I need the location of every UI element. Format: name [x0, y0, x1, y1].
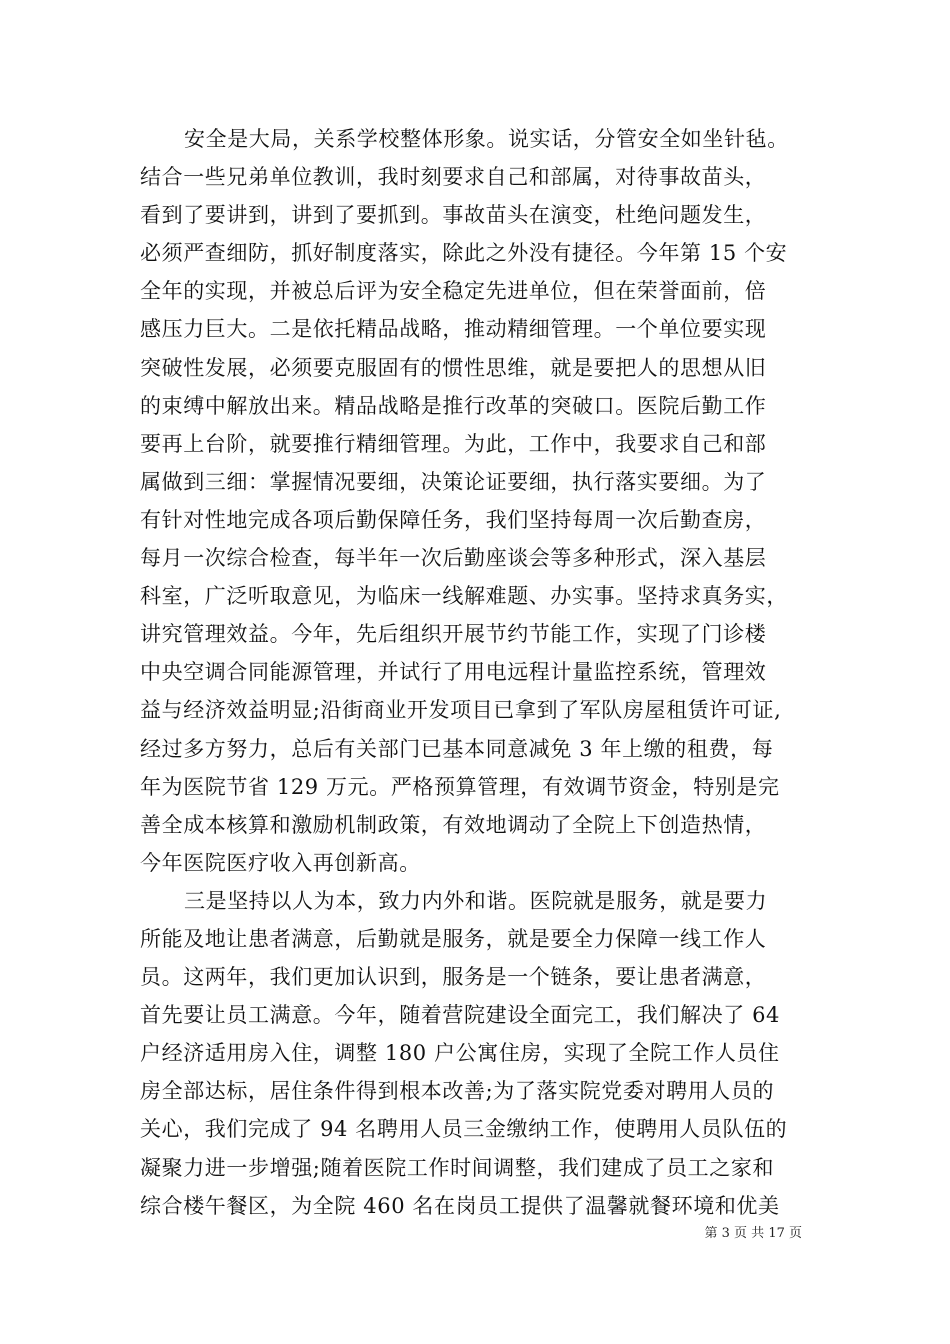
text-line: 的束缚中解放出来。精品战略是推行改革的突破口。医院后勤工作 [140, 393, 767, 418]
text-line: 益与经济效益明显;沿街商业开发项目已拿到了军队房屋租赁许可证, [140, 698, 782, 723]
text-line: 经过多方努力，总后有关部门已基本同意减免 3 年上缴的租费，每 [140, 736, 774, 761]
text-line: 属做到三细：掌握情况要细，决策论证要细，执行落实要细。为了 [140, 469, 767, 494]
text-line: 看到了要讲到，讲到了要抓到。事故苗头在演变，杜绝问题发生， [140, 203, 767, 228]
text-line: 突破性发展，必须要克服固有的惯性思维，就是要把人的思想从旧 [140, 355, 767, 380]
text-line: 首先要让员工满意。今年，随着营院建设全面完工，我们解决了 64 [140, 1003, 780, 1028]
text-line: 全年的实现，并被总后评为安全稳定先进单位，但在荣誉面前，倍 [140, 279, 767, 304]
body-text [140, 120, 840, 1225]
text-line: 结合一些兄弟单位教训，我时刻要求自己和部属，对待事故苗头， [140, 165, 767, 190]
text-line: 凝聚力进一步增强;随着医院工作时间调整，我们建成了员工之家和 [140, 1155, 775, 1180]
text-line: 综合楼午餐区，为全院 460 名在岗员工提供了温馨就餐环境和优美 [140, 1193, 780, 1218]
text-line: 安全是大局，关系学校整体形象。说实话，分管安全如坐针毡。 [184, 127, 789, 151]
text-line: 要再上台阶，就要推行精细管理。为此，工作中，我要求自己和部 [140, 431, 767, 456]
text-line: 三是坚持以人为本，致力内外和谐。医院就是服务，就是要力 [184, 888, 768, 913]
text-line: 有针对性地完成各项后勤保障任务，我们坚持每周一次后勤查房， [140, 507, 767, 532]
text-line: 所能及地让患者满意，后勤就是服务，就是要全力保障一线工作人 [140, 926, 767, 951]
text-line: 今年医院医疗收入再创新高。 [140, 850, 421, 875]
text-line: 科室，广泛听取意见，为临床一线解难题、办实事。坚持求真务实， [140, 584, 788, 609]
text-line: 善全成本核算和激励机制政策，有效地调动了全院上下创造热情， [140, 812, 767, 837]
text-line: 房全部达标，居住条件得到根本改善;为了落实院党委对聘用人员的 [140, 1079, 775, 1104]
text-line: 关心，我们完成了 94 名聘用人员三金缴纳工作，使聘用人员队伍的 [140, 1117, 788, 1142]
text-line: 中央空调合同能源管理，并试行了用电远程计量监控系统，管理效 [140, 660, 767, 685]
page-number-footer: 第 3 页 共 17 页 [704, 1226, 802, 1241]
text-line: 感压力巨大。二是依托精品战略，推动精细管理。一个单位要实现 [140, 317, 767, 342]
text-line: 年为医院节省 129 万元。严格预算管理，有效调节资金，特别是完 [140, 774, 780, 799]
text-line: 必须严查细防，抓好制度落实，除此之外没有捷径。今年第 15 个安 [140, 241, 788, 266]
text-line: 每月一次综合检查，每半年一次后勤座谈会等多种形式，深入基层 [140, 546, 767, 571]
text-line: 户经济适用房入住，调整 180 户公寓住房，实现了全院工作人员住 [140, 1041, 780, 1066]
text-line: 员。这两年，我们更加认识到，服务是一个链条，要让患者满意， [140, 965, 767, 990]
text-line: 讲究管理效益。今年，先后组织开展节约节能工作，实现了门诊楼 [140, 622, 767, 647]
